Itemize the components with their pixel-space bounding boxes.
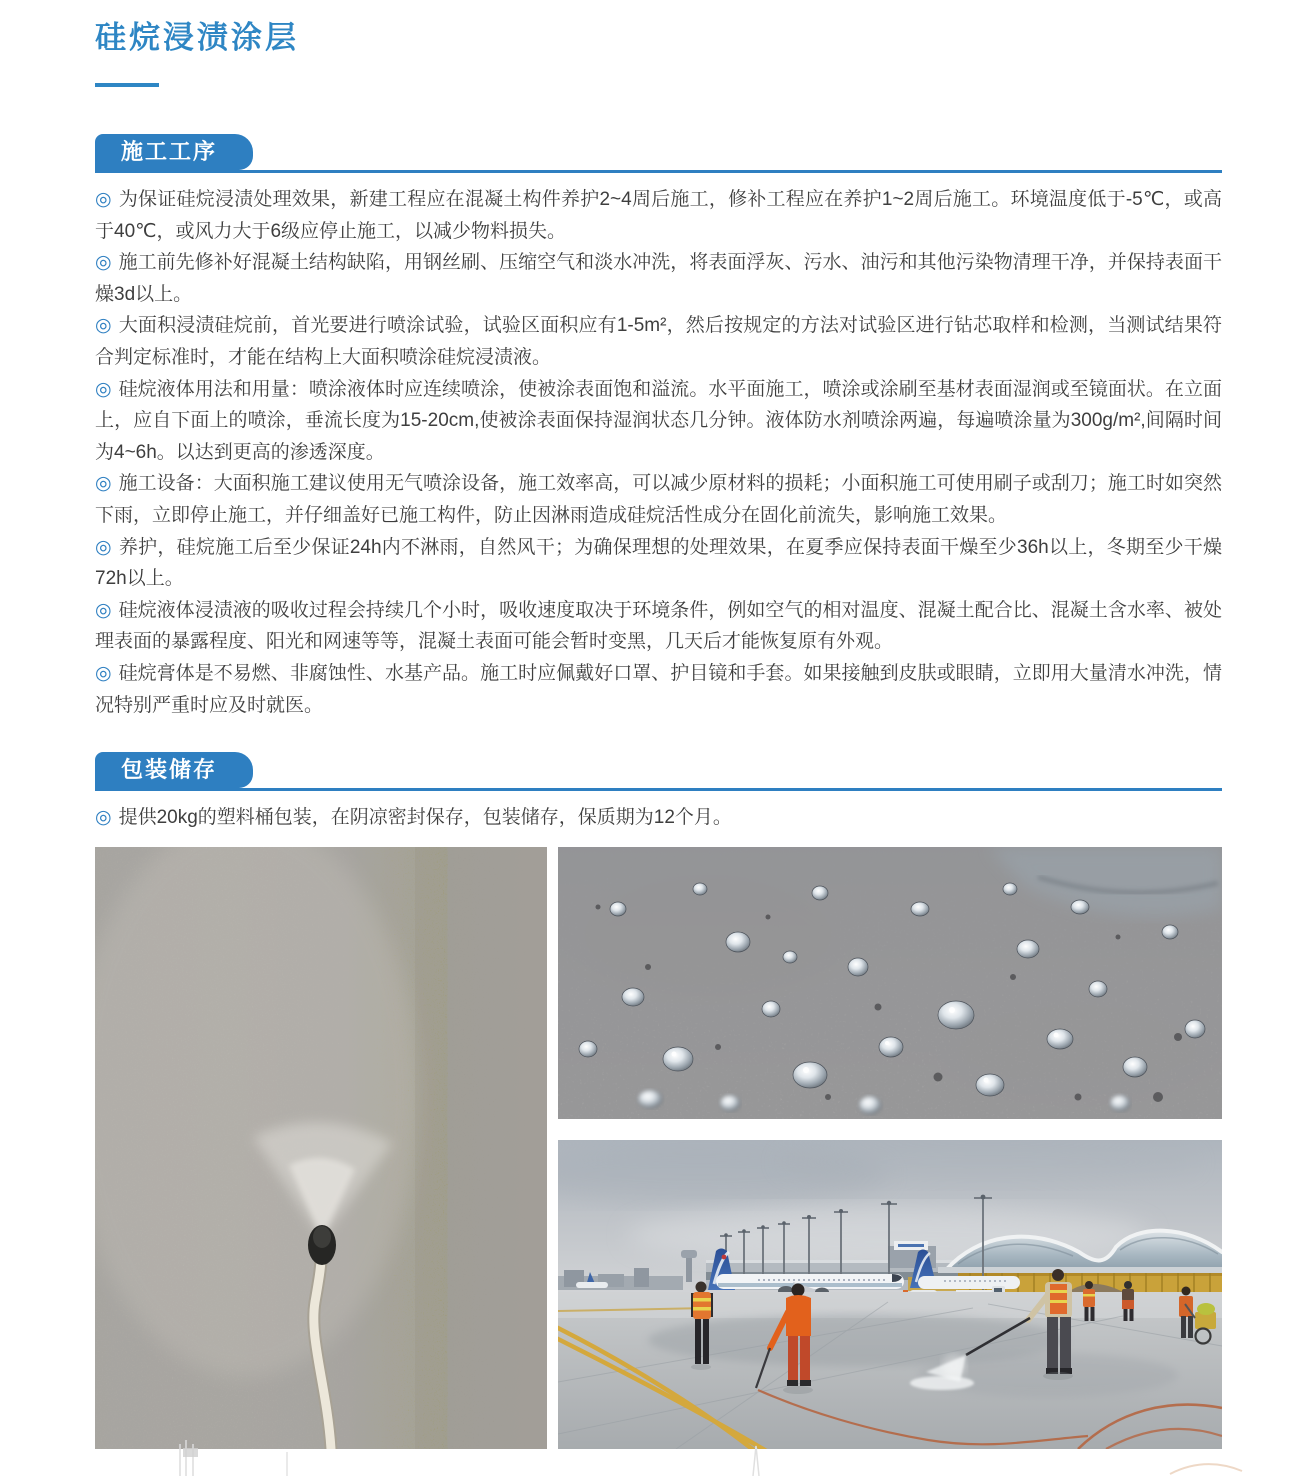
ring-bullet-icon: ◎ bbox=[95, 315, 112, 337]
paragraph-list bbox=[95, 184, 1222, 721]
bullet-paragraph bbox=[95, 374, 1222, 469]
faint-orange-arc bbox=[1170, 1464, 1242, 1474]
section-tab-construction bbox=[95, 134, 253, 170]
ring-bullet-icon: ◎ bbox=[95, 378, 112, 400]
airport-scene-graphic bbox=[558, 1140, 1222, 1449]
ring-bullet-icon: ◎ bbox=[95, 599, 112, 621]
photo-water-beading-surface bbox=[558, 847, 1222, 1119]
ring-bullet-icon: ◎ bbox=[95, 473, 112, 495]
bullet-paragraph bbox=[95, 247, 1222, 310]
paragraph-text: 施工前先修补好混凝土结构缺陷，用钢丝刷、压缩空气和淡水冲洗，将表面浮灰、污水、油污和其他污染物清理干净，并保持表面干燥3d以上。 bbox=[95, 252, 1222, 305]
section-tab-packaging bbox=[95, 752, 253, 788]
bullet-paragraph bbox=[95, 310, 1222, 373]
section-tab-label: 施工工序 bbox=[121, 139, 218, 164]
faint-tower-cap bbox=[183, 1448, 198, 1457]
cloud bbox=[778, 1140, 1198, 1186]
water-splash bbox=[910, 1376, 974, 1390]
bullet-paragraph bbox=[95, 532, 1222, 595]
bullet-paragraph bbox=[95, 468, 1222, 531]
content-column bbox=[95, 0, 1222, 1449]
paragraph-text: 为保证硅烷浸渍处理效果，新建工程应在混凝土构件养护2~4周后施工，修补工程应在养护1~2周后施工。环境温度低于-5℃，或高于40℃，或风力大于6级应停止施工，以减少物料损失。 bbox=[95, 189, 1222, 242]
section-tab-label: 包装储存 bbox=[121, 757, 218, 783]
paragraph-text: 施工设备：大面积施工建议使用无气喷涂设备，施工效率高，可以减少原材料的损耗；小面积施工可使用刷子或刮刀；施工时如突然下雨，立即停止施工，并仔细盖好已施工构件，防止因淋雨造成硅烷活性成分在固化前流失，影响施工效果。 bbox=[95, 473, 1222, 526]
section-construction-procedure bbox=[95, 134, 1222, 721]
bullet-paragraph bbox=[95, 595, 1222, 658]
paragraph-text: 硅烷液体用法和用量：喷涂液体时应连续喷涂，使被涂表面饱和溢流。水平面施工，喷涂或涂刷至基材表面湿润或至镜面状。在立面上，应自下面上的喷涂，垂流长度为15-20cm,使被涂表面保持湿润状态几分钟。液体防水剂喷涂两遍，每遍喷涂量为300g/m²,间隔时间为4~6h。以达到更高的渗透深度。 bbox=[95, 378, 1222, 463]
paragraph-text: 硅烷液体浸渍液的吸收过程会持续几个小时，吸收速度取决于环境条件，例如空气的相对温度、混凝土配合比、混凝土含水率、被处理表面的暴露程度、阳光和网速等等，混凝土表面可能会暂时变黑，几天后才能恢复原有外观。 bbox=[95, 599, 1222, 653]
photo-airport-apron-spraying bbox=[558, 1140, 1222, 1449]
footer-sketch-graphic bbox=[0, 1438, 1290, 1476]
section-packaging-storage bbox=[95, 752, 1222, 834]
paragraph-text: 养护，硅烷施工后至少保证24h内不淋雨，自然风干；为确保理想的处理效果，在夏季应保持表面干燥至少36h以上，冬期至少干燥72h以上。 bbox=[95, 536, 1222, 590]
page-title: 硅烷浸渍涂层 bbox=[95, 20, 299, 55]
control-tower bbox=[686, 1256, 692, 1282]
faint-mast-sketch bbox=[753, 1446, 759, 1476]
ring-bullet-icon: ◎ bbox=[95, 662, 112, 684]
paragraph-text: 大面积浸渍硅烷前，首光要进行喷涂试验，试验区面积应有1-5m²，然后按规定的方法对试验区进行钻芯取样和检测，当测试结果符合判定标准时，才能在结构上大面积喷涂硅烷浸渍液。 bbox=[95, 315, 1222, 368]
photo-grid bbox=[95, 847, 1222, 1449]
section-header-bar bbox=[95, 752, 1222, 791]
bullet-paragraph bbox=[95, 658, 1222, 721]
spray-nozzle bbox=[308, 1225, 336, 1265]
dry-wall-strip bbox=[415, 847, 547, 1449]
water-beads-graphic bbox=[558, 847, 1222, 1119]
ring-bullet-icon: ◎ bbox=[95, 807, 112, 829]
ring-bullet-icon: ◎ bbox=[95, 189, 112, 210]
photo-column-right bbox=[558, 847, 1222, 1449]
mist bbox=[942, 1354, 966, 1378]
title-underline bbox=[95, 83, 159, 87]
faint-tower-sketch bbox=[180, 1440, 193, 1476]
ring-bullet-icon: ◎ bbox=[95, 536, 112, 558]
spray-wall-graphic bbox=[95, 847, 547, 1449]
paragraph-text: 硅烷膏体是不易燃、非腐蚀性、水基产品。施工时应佩戴好口罩、护目镜和手套。如果接触到皮肤或眼睛，立即用大量清水冲洗，情况特别严重时应及时就医。 bbox=[95, 662, 1222, 716]
ring-bullet-icon: ◎ bbox=[95, 252, 112, 274]
cart-bag bbox=[1197, 1303, 1215, 1315]
paragraph-text: 提供20kg的塑料桶包装，在阴凉密封保存，包装储存，保质期为12个月。 bbox=[118, 807, 732, 829]
bullet-paragraph bbox=[95, 184, 1222, 247]
paragraph-list bbox=[95, 802, 1222, 834]
bullet-paragraph bbox=[95, 802, 1222, 834]
photo-spray-on-wall bbox=[95, 847, 547, 1449]
section-header-bar bbox=[95, 134, 1222, 173]
